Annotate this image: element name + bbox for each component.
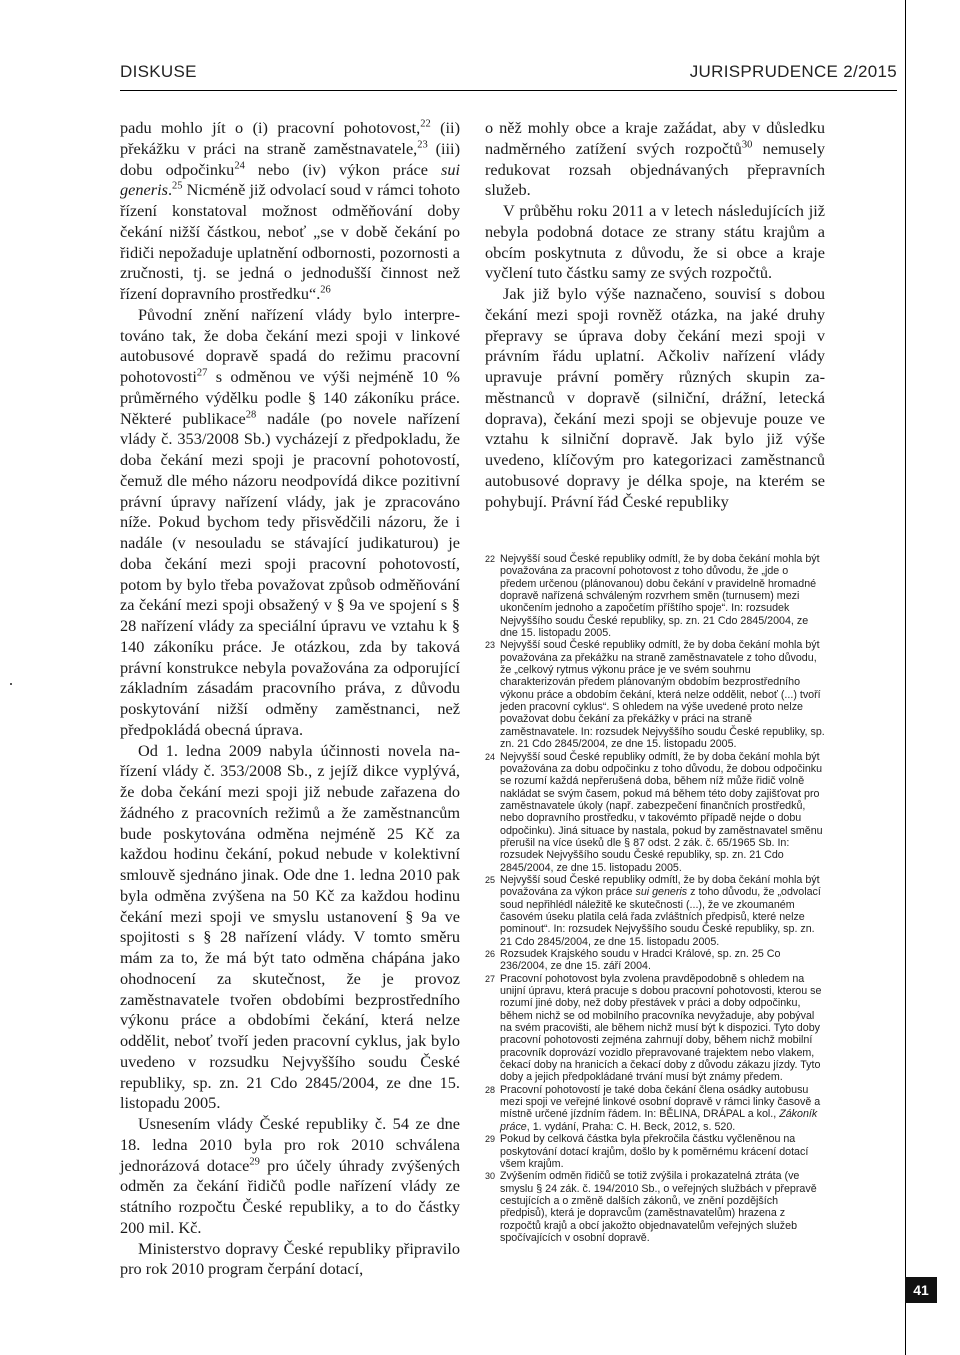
footnote-number: 22 [485,554,496,564]
paragraph: o něž mohly obce a kraje zažádat, aby v důsledku nadměrného zatížení svých rozpočtů$^{30}$ nemusely redukovat rozsah objednávaných přepravních služeb. [485,118,825,200]
footnote-text: Nejvyšší soud České republiky odmítl, že by doba čekání mohla být považována za pracovní pohotovost z toho důvodu, že „jde o předem určenou (plánovanou) dobu čekání v pravidelně hromadné dopravě nařízená schváleným rozvrhem směn (turnusem) mezi ukončením jednoho a započetím příštího spoje“. In: rozsudek Nejvyššího soudu České republiky, sp. zn. 21 Cdo 2845/2004, ze dne 15. listopadu 2005. [500,553,820,640]
footnote-23 [485,639,825,750]
footnote-28 [485,1084,825,1133]
page-number: 41 [905,1277,937,1303]
footnote-30 [485,1170,825,1244]
footnote-26 [485,948,825,973]
header-rule [120,90,897,91]
footnote-29 [485,1133,825,1170]
footnote-number: 24 [485,751,496,762]
footnote-number: 29 [485,1134,496,1145]
paragraph: Usnesením vlády České republiky č. 54 ze dne 18. ledna 2010 byla pro rok 2010 schválena jednorázová dotace$^{29}$ pro účely úhrady zvýšených odměn za čekání řidičů podle nařízení vlády ze státního rozpočtu České republiky, a to do částky 200 mil. Kč. [120,1114,461,1237]
left-column [120,118,460,1280]
footnote-22 [485,553,825,639]
footnote-text: Pracovní pohotovostí je také doba čekání člena osádky autobusu mezi spoji ve veřejné linkové osobní dopravě v rámci linky časově a místně určené jízdním řádem. In: BĚLINA, DRÁPAL a kol., Zákoník práce, 1. vydání, Praha: C. H. Beck, 2012, s. 520. [500,1083,821,1133]
journal-title: JURISPRUDENCE 2/2015 [689,62,897,81]
margin-vertical-rule [905,0,906,1355]
paragraph: Jak již bylo výše naznačeno, souvisí s dobou čekání mezi spoji rovněž otázka, na jaké druhy přepravy se úprava doby čekání mezi spoji v právním řádu uplatní. Ačkoliv nařízení vlády upravuje právní poměry různých skupin zaměstnanců v dopravě (silniční, drážní, letecká doprava), čekání mezi spoji se objevuje pouze ve vztahu k silniční dopravě. Jak bylo již výše uvedeno, klíčovým pro kategorizaci zaměstnanců autobusové dopravy je délka spoje, na kterém se pohybují. Právní řád České republiky [485,284,825,511]
footnote-number: 25 [485,874,496,885]
footnote-27 [485,973,825,1084]
paragraph: Ministerstvo dopravy České republiky připravilo pro rok 2010 program čerpání dotací, [120,1238,460,1279]
footnote-number: 28 [485,1084,496,1095]
footnote-text: Nejvyšší soud České republiky odmítl, že by doba čekání mohla být považována za dobu odpočinku z toho důvodu, že dobou odpočinku se rozumí každá nepřerušená doba, během níž může řidič volně nakládat se svým časem, pokud má během této doby zajišťovat pro zaměstnavatele úkoly (např. zabezpečení finančních prostředků, nebo dopravního prostředku, v takovémto případě nejde o dobu odpočinku). Jiná situace by nastala, pokud by zaměstnavatel směnu přerušil na více úseků dle § 87 odst. 2 zák. č. 65/1965 Sb. In: rozsudek Nejvyššího soudu České republiky, sp. zn. 21 Cdo 2845/2004, ze dne 15. listopadu 2005. [500,750,823,874]
footnote-text: Pokud by celková částka byla překročila částku vyčleněnou na poskytování dotací krajům, došlo by k poměrnému krácení dotací všem krajům. [500,1133,809,1170]
scan-speck [10,683,12,685]
footnote-number: 23 [485,640,496,651]
footnote-text: Nejvyšší soud České republiky odmítl, že by doba čekání mohla být považována za výkon práce sui generis z toho důvodu, že „odvolací soud nepřihlédl náležitě ke skutečnosti (...), že ve zkoumaném časovém úseku platila celá řada zvláštních předpisů, které nelze pominout“. In: rozsudek Nejvyššího soudu České republiky, sp. zn. 21 Cdo 2845/2004, ze dne 15. listopadu 2005. [500,873,821,948]
paragraph: padu mohlo jít o (i) pracovní pohotovost,$^{22}$ (ii) překážku v práci na straně zaměstnavatele,$^{23}$ (iii) dobu odpočinku$^{24}$ nebo (iv) výkon práce sui generis.$^{25}$ Nicméně již odvolací soud v rámci tohoto řízení konstatoval možnost odměňování doby čekání nižší částkou, neboť „se v době čekání po řidiči nepožaduje uplatnění odbornosti, pozornosti a zručnosti, tj. se jedná o jednodušší činnost než řízení dopravního prostředku“.$^{26}$ [120,118,461,303]
paragraph: Původní znění nařízení vlády bylo interpretováno tak, že doba čekání mezi spoji v linkové autobusové dopravě spadá do režimu pracovní pohotovosti$^{27}$ s odměnou ve výši nejméně 10 % průměrného výdělku podle § 140 zákoníku práce. Některé publikace$^{28}$ nadále (po novele nařízení vlády č. 353/2008 Sb.) vycházejí z předpokladu, že doba čekání mezi spoji je pracovní pohotovostí, čemuž dle mého názoru neodpovídá dikce pozitivní právní úpravy nařízení vlády, jak je zpracováno níže. Pokud bychom tedy přisvědčili názoru, že i nadále (v nesouladu se stávající judikaturou) je doba čekání mezi spoji pracovní pohotovostí, potom by bylo třeba považovat způsob odměňování za čekání mezi spoji obsažený v § 9a ve spojení s § 28 nařízení vlády za speciální úpravu ve vztahu k § 140 zákoníku práce. Je otázkou, zda by taková právní konstrukce nebyla považována za odporující základním zásadám pracovního práva, z důvodu poskytování nižší odměny zaměstnanci, než předpokládá obecná úprava. [120,304,460,739]
footnote-text: Rozsudek Krajského soudu v Hradci Králové, sp. zn. 25 Co 236/2004, ze dne 15. září 2004. [500,948,781,973]
footnote-number: 30 [485,1171,496,1182]
paragraph: V průběhu roku 2011 a v letech následujících již nebyla podobná dotace ze strany státu krajům a obcím poskytnuta z důvodu, že si obce a kraje vyčlení tuto částku samy ze svých rozpočtů. [485,201,825,283]
section-label: DISKUSE [120,62,197,81]
footnote-text: Nejvyšší soud České republiky odmítl, že by doba čekání mohla být považována za překážku na straně zaměstnavatele z toho důvodu, že „celkový rytmus výkonu práce je ve svém souhrnu charakterizován předem plánovaným obdobím bezprostředního výkonu práce a obdobím čekání, která nelze oddělit, neboť (...) tvoří jeden pracovní cyklus“. S ohledem na výše uvedené proto nelze považovat dobu čekání za překážky v práci na straně zaměstnavatele. In: rozsudek Nejvyššího soudu České republiky, sp. zn. 21 Cdo 2845/2004, ze dne 15. listopadu 2005. [500,639,825,751]
right-column [485,118,825,512]
footnote-24 [485,751,825,874]
footnote-text: Zvýšením odměn řidičů se totiž zvýšila i prokazatelná ztráta (ve smyslu § 24 zák. č. 194/2010 Sb., o veřejných službách v přepravě cestujících a o změně dalších zákonů, ve znění pozdějších předpisů), která je dopravcům (zaměstnavatelům) hrazena z rozpočtů krajů a obcí jakožto objednavatelům veřejných služeb spočívajících v osobní dopravě. [500,1170,817,1244]
footnotes [485,553,825,1244]
footnote-text: Pracovní pohotovost byla zvolena pravděpodobně s ohledem na unijní úpravu, která pracuje s dobou pracovní pohotovosti, kterou se rozumí jiné doby, než doby přestávek v práci a doby odpočinku, během nichž se od mobilního pracovníka nevyžaduje, aby pobýval na svém pracovišti, ale během nichž musí být k dispozici. Tyto doby pracovní pohotovosti zejména zahrnují doby, během nichž mobilní pracovník doprovází vozidlo přepravované trajektem nebo vlakem, čekací doby na hranicích a čekací doby z důvodu zákazu jízdy. Tyto doby a jejich předpokládané trvání musí být známy předem. [500,972,822,1084]
footnote-number: 26 [485,949,496,959]
footnote-25 [485,874,825,948]
paragraph: Od 1. ledna 2009 nabyla účinnosti novela nařízení vlády č. 353/2008 Sb., z jejíž dikce vyplývá, že doba čekání mezi spoji již nebude zařazena do žádného z pracovních režimů a že zaměstnancům bude poskytována odměna nejméně 25 Kč za každou hodinu čekání, pokud nebude v kolektivní smlouvě sjednáno jinak. Ode dne 1. ledna 2010 pak byla odměna zvýšena na 50 Kč za každou hodinu čekání mezi spoji ve smyslu ustanovení § 9a ve spojitosti s § 28 nařízení vlády. V tomto směru mám za to, že má být tato odměna chápána jako ohodnocení za skutečnost, že je provoz zaměstnavatele tvořen obdobími bezprostředního výkonu práce a obdobími čekání, která nelze oddělit, neboť tvoří jeden pracovní cyklus, jak bylo uvedeno v rozsudku Nejvyššího soudu České republiky, sp. zn. 21 Cdo 2845/2004, ze dne 15. listopadu 2005. [120,740,460,1113]
footnote-number: 27 [485,973,496,984]
